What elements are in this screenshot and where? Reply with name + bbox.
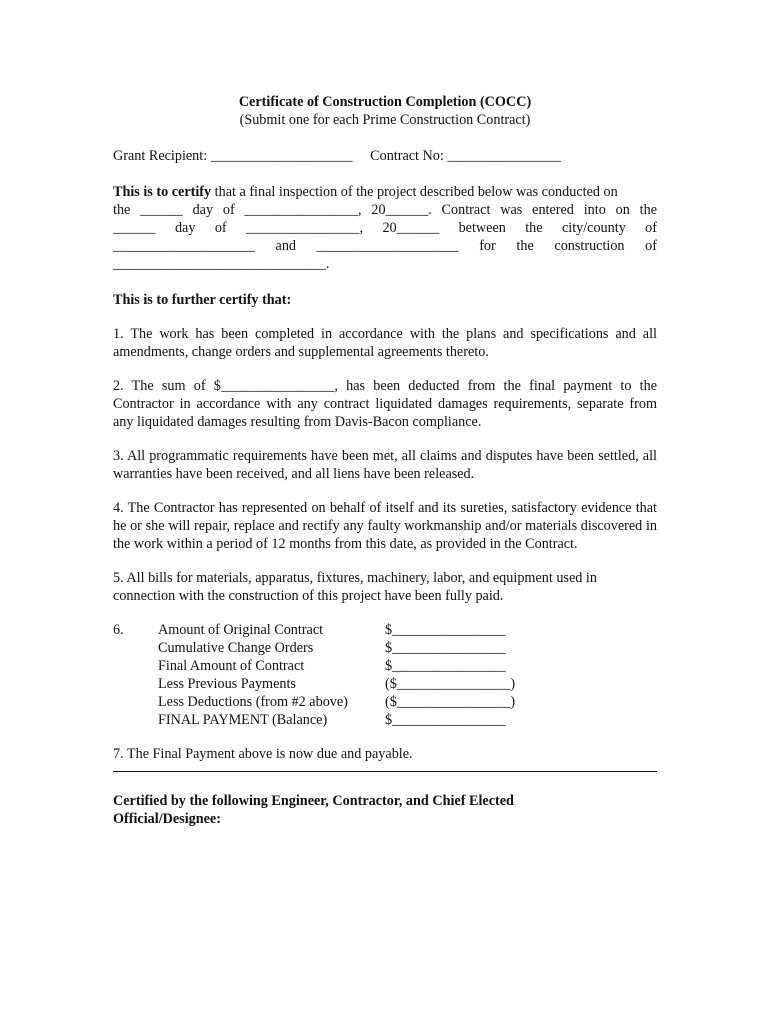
document-body	[113, 93, 657, 828]
item-2: 2. The sum of $________________, has been deducted from the final payment to the Contractor in accordance with any contract liquidated damages requirements, separate from any liquidated damages resulting from Davis-Bacon compliance.	[113, 378, 657, 430]
payment-value[interactable]: $________________	[385, 658, 506, 674]
item-7: 7. The Final Payment above is now due and payable.	[113, 746, 413, 762]
horizontal-divider	[113, 771, 657, 772]
payment-label: Cumulative Change Orders	[158, 640, 314, 656]
item-1: 1. The work has been completed in accordance with the plans and specifications and all amendments, change orders and supplemental agreements thereto.	[113, 326, 657, 360]
item-4: 4. The Contractor has represented on behalf of itself and its sureties, satisfactory evidence that he or she will repair, replace and rectify any faulty workmanship and/or materials discovered in the work within a period of 12 months from this date, as provided in the Contract.	[113, 500, 657, 552]
certified-by-heading	[113, 792, 657, 828]
item-6-number: 6.	[113, 622, 124, 638]
certify-lead: This is to certify	[113, 184, 212, 200]
certification-paragraph	[113, 183, 657, 273]
intro-line-5: ______________________________.	[113, 256, 330, 272]
further-certify-heading: This is to further certify that:	[113, 292, 292, 308]
payment-value[interactable]: $________________	[385, 712, 506, 728]
contract-no-field[interactable]: Contract No: ________________	[370, 148, 561, 164]
title-block	[113, 93, 657, 129]
payment-label: FINAL PAYMENT (Balance)	[158, 712, 328, 728]
payment-table	[113, 621, 657, 729]
document-subtitle: (Submit one for each Prime Construction Contract)	[239, 112, 531, 128]
payment-label: Final Amount of Contract	[158, 658, 305, 674]
payment-label: Less Previous Payments	[158, 676, 296, 692]
intro-line-1: that a final inspection of the project described below was conducted on	[211, 184, 618, 200]
item-3: 3. All programmatic requirements have been met, all claims and disputes have been settled, all warranties have been received, and all liens have been released.	[113, 448, 657, 482]
intro-line-3: ______ day of ________________, 20______ between the city/county of	[113, 220, 657, 236]
grant-contract-row	[113, 147, 657, 165]
payment-value[interactable]: $________________	[385, 640, 506, 656]
certified-line-2: Official/Designee:	[113, 811, 221, 827]
intro-line-2: the ______ day of ________________, 20______. Contract was entered into on the	[113, 202, 657, 218]
payment-value[interactable]: $________________	[385, 622, 506, 638]
document-title: Certificate of Construction Completion (COCC)	[238, 94, 532, 110]
payment-label: Less Deductions (from #2 above)	[158, 694, 348, 710]
certified-line-1: Certified by the following Engineer, Contractor, and Chief Elected	[113, 793, 514, 809]
payment-label: Amount of Original Contract	[158, 622, 324, 638]
payment-value[interactable]: ($________________)	[385, 676, 516, 692]
item-5: 5. All bills for materials, apparatus, fixtures, machinery, labor, and equipment used in connection with the construction of this project have been fully paid.	[113, 570, 597, 604]
payment-value[interactable]: ($________________)	[385, 694, 516, 710]
grant-recipient-field[interactable]: Grant Recipient: ____________________	[113, 148, 353, 164]
intro-line-4: ____________________ and ____________________ for the construction of	[113, 238, 657, 254]
